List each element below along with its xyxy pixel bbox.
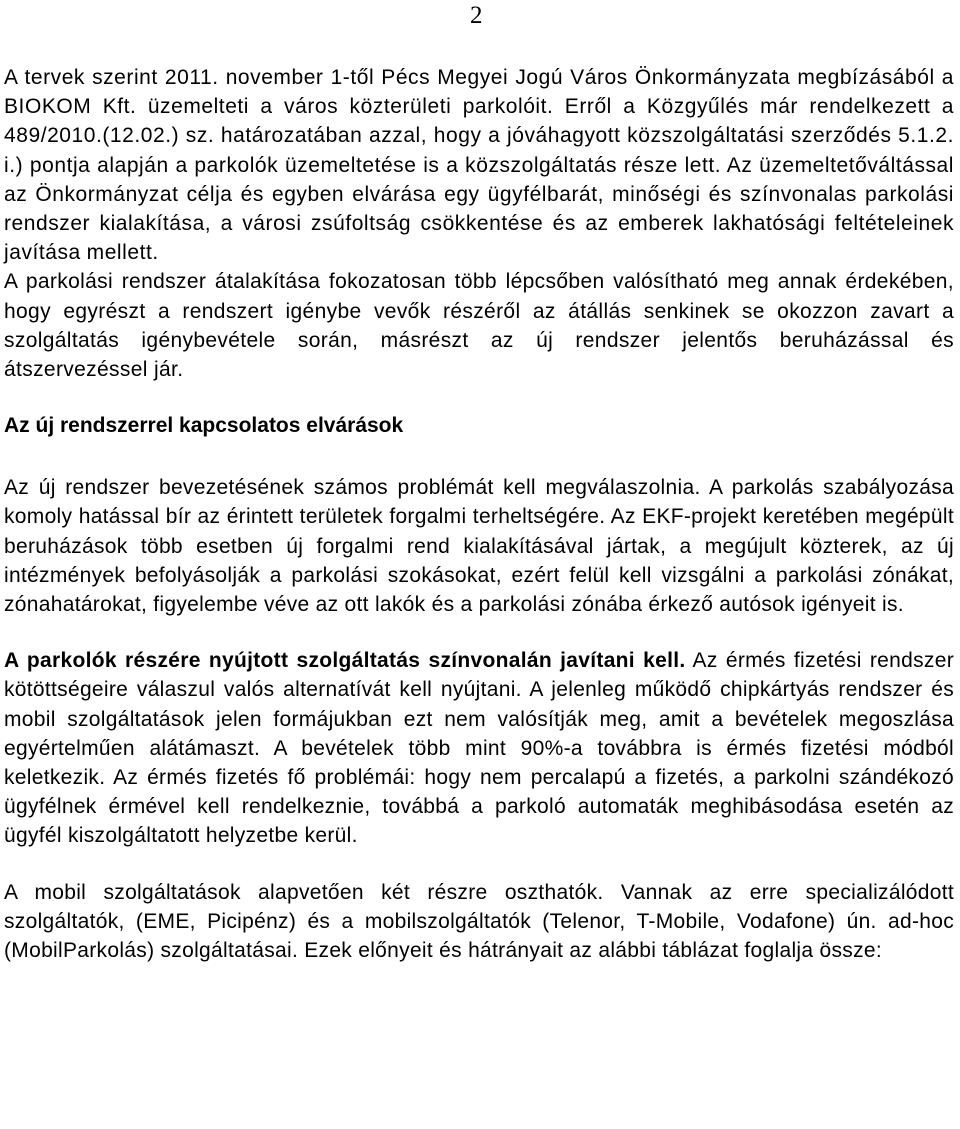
document-body — [4, 63, 954, 965]
paragraph-new-system-problems: Az új rendszer bevezetésének számos problémát kell megválaszolnia. A parkolás szabályozása komoly hatással bír az érintett területek forgalmi terheltségére. Az EKF-projekt keretében megépült beruházások több esetben új forgalmi rend kialakításával jártak, a megújult közterek, az új intézmények befolyásolják a parkolási szokásokat, ezért felül kell vizsgálni a parkolási zónákat, zónahatárokat, figyelembe véve az ott lakók és a parkolási zónába érkező autósok igényeit is. — [4, 476, 954, 617]
paragraph-operator-change: A tervek szerint 2011. november 1-től Pécs Megyei Jogú Város Önkormányzata megbízásából a BIOKOM Kft. üzemelteti a város közterületi parkolóit. Erről a Közgyűlés már rendelkezett a 489/2010.(12.02.) sz. határozatában azzal, hogy a jóváhagyott közszolgáltatási szerződés 5.1.2. i.) pontja alapján a parkolók üzemeltetése is a közszolgáltatás része lett. Az üzemeltetőváltással az Önkormányzat célja és egyben elvárása egy ügyfélbarát, minőségi és színvonalas parkolási rendszer kialakítása, a városi zsúfoltság csökkentése és az emberek lakhatósági feltételeinek javítása mellett. — [4, 66, 954, 265]
paragraph-service-quality — [4, 646, 954, 850]
paragraph-mobile-services: A mobil szolgáltatások alapvetően két részre oszthatók. Vannak az erre specializálódott szolgáltatók, (EME, Picipénz) és a mobilszolgáltatók (Telenor, T-Mobile, Vodafone) ún. ad-hoc (MobilParkolás) szolgáltatásai. Ezek előnyeit és hátrányait az alábbi táblázat foglalja össze: — [4, 880, 954, 963]
section-heading: Az új rendszerrel kapcsolatos elvárások — [4, 414, 404, 438]
paragraph-system-transformation: A parkolási rendszer átalakítása fokozatosan több lépcsőben valósítható meg annak érdekében, hogy egyrészt a rendszert igénybe vevők részéről az átállás senkinek se okozzon zavart a szolgáltatás igénybevétele során, másrészt az új rendszer jelentős beruházással és átszervezéssel jár. — [4, 270, 954, 382]
paragraph-service-quality-text: Az érmés fizetési rendszer kötöttségeire válaszul valós alternatívát kell nyújtani. A jelenleg működő chipkártyás rendszer és mobil szolgáltatások jelen formájukban ezt nem valósítják meg, amit a bevételek megoszlása egyértelműen alátámaszt. A bevételek több mint 90%-a továbbra is érmés fizetési módból keletkezik. Az érmés fizetés fő problémái: hogy nem percalapú a fizetés, a parkolni szándékozó ügyfélnek érmével kell rendelkeznie, továbbá a parkoló automaták meghibásodása esetén az ügyfél kiszolgáltatott helyzetbe kerül. — [4, 649, 954, 848]
page-number: 2 — [470, 2, 483, 29]
paragraph-service-quality-lead: A parkolók részére nyújtott szolgáltatás színvonalán javítani kell. — [4, 649, 686, 673]
